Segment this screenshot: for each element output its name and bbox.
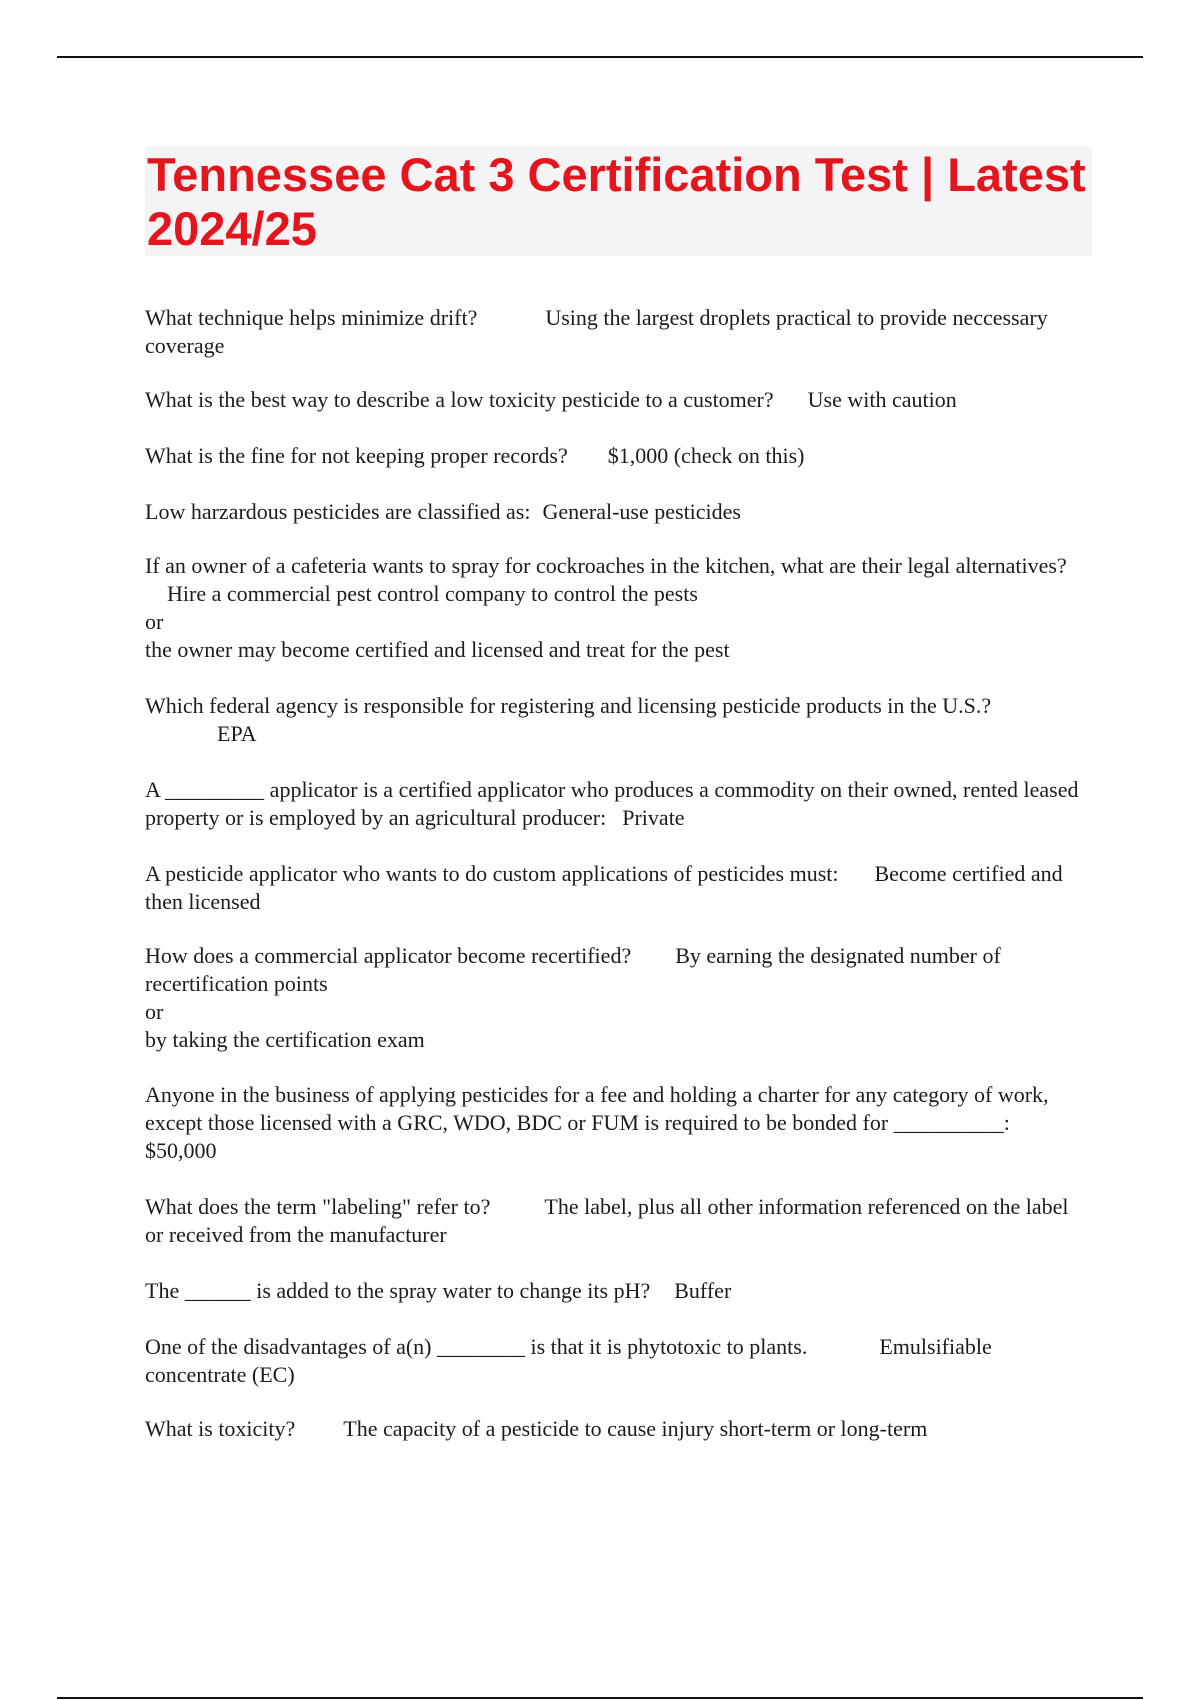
qa-item-8 (145, 860, 1085, 916)
question-11: What does the term "labeling" refer to? (145, 1194, 491, 1219)
answer-1: Using the largest droplets practical to provide neccessary coverage (145, 305, 1048, 358)
bottom-rule (57, 1697, 1143, 1699)
answer-10: $50,000 (145, 1138, 217, 1163)
qa-item-6 (145, 692, 1085, 748)
qa-item-11 (145, 1193, 1085, 1249)
answer-14: The capacity of a pesticide to cause injury short-term or long-term (343, 1416, 928, 1441)
qa-item-13 (145, 1333, 1085, 1389)
answer-13: Emulsifiable concentrate (EC) (145, 1334, 992, 1387)
question-1: What technique helps minimize drift? (145, 305, 478, 330)
qa-item-2 (145, 386, 1085, 414)
question-6: Which federal agency is responsible for registering and licensing pesticide products in the U.S.? (145, 693, 992, 718)
question-3: What is the fine for not keeping proper records? (145, 443, 568, 468)
answer-9-line-2: or (145, 999, 164, 1024)
answer-2: Use with caution (807, 387, 957, 412)
answer-9-line-1: By earning the designated number of recertification points (145, 943, 1001, 996)
answer-3: $1,000 (check on this) (607, 443, 805, 468)
qa-item-3 (145, 442, 1085, 470)
qa-item-7 (145, 776, 1085, 832)
question-4: Low harzardous pesticides are classified as: (145, 499, 531, 524)
question-12: The ______ is added to the spray water to change its pH? (145, 1278, 651, 1303)
qa-item-4 (145, 498, 1085, 526)
question-9: How does a commercial applicator become recertified? (145, 943, 632, 968)
qa-item-5 (145, 552, 1085, 664)
question-2: What is the best way to describe a low toxicity pesticide to a customer? (145, 387, 774, 412)
answer-5-line-2: or (145, 609, 164, 634)
answer-8: Become certified and then licensed (145, 861, 1063, 914)
question-8: A pesticide applicator who wants to do custom applications of pesticides must: (145, 861, 839, 886)
answer-9-line-3: by taking the certification exam (145, 1027, 425, 1052)
document-title: Tennessee Cat 3 Certification Test | Latest 2024/25 (147, 148, 1086, 255)
answer-4: General-use pesticides (542, 499, 741, 524)
question-7: A _________ applicator is a certified applicator who produces a commodity on their owned, rented leased property or is employed by an agricultural producer: (145, 777, 1079, 830)
qa-item-12 (145, 1277, 1085, 1305)
qa-item-10 (145, 1081, 1085, 1165)
answer-12: Buffer (674, 1278, 732, 1303)
top-rule (57, 56, 1143, 58)
qa-item-9 (145, 942, 1085, 1054)
answer-7: Private (622, 805, 685, 830)
question-10: Anyone in the business of applying pesticides for a fee and holding a charter for any category of work, except those licensed with a GRC, WDO, BDC or FUM is required to be bonded for __________: (145, 1082, 1049, 1135)
answer-6: EPA (217, 721, 257, 746)
answer-11: The label, plus all other information referenced on the label or received from the manufacturer (145, 1194, 1069, 1247)
qa-item-14 (145, 1415, 1085, 1443)
question-5: If an owner of a cafeteria wants to spray for cockroaches in the kitchen, what are their legal alternatives? (145, 553, 1067, 578)
question-14: What is toxicity? (145, 1416, 296, 1441)
qa-item-1 (145, 304, 1085, 360)
answer-5-line-3: the owner may become certified and licensed and treat for the pest (145, 637, 730, 662)
answer-5-line-1: Hire a commercial pest control company to control the pests (167, 581, 698, 606)
question-13: One of the disadvantages of a(n) ________ is that it is phytotoxic to plants. (145, 1334, 808, 1359)
